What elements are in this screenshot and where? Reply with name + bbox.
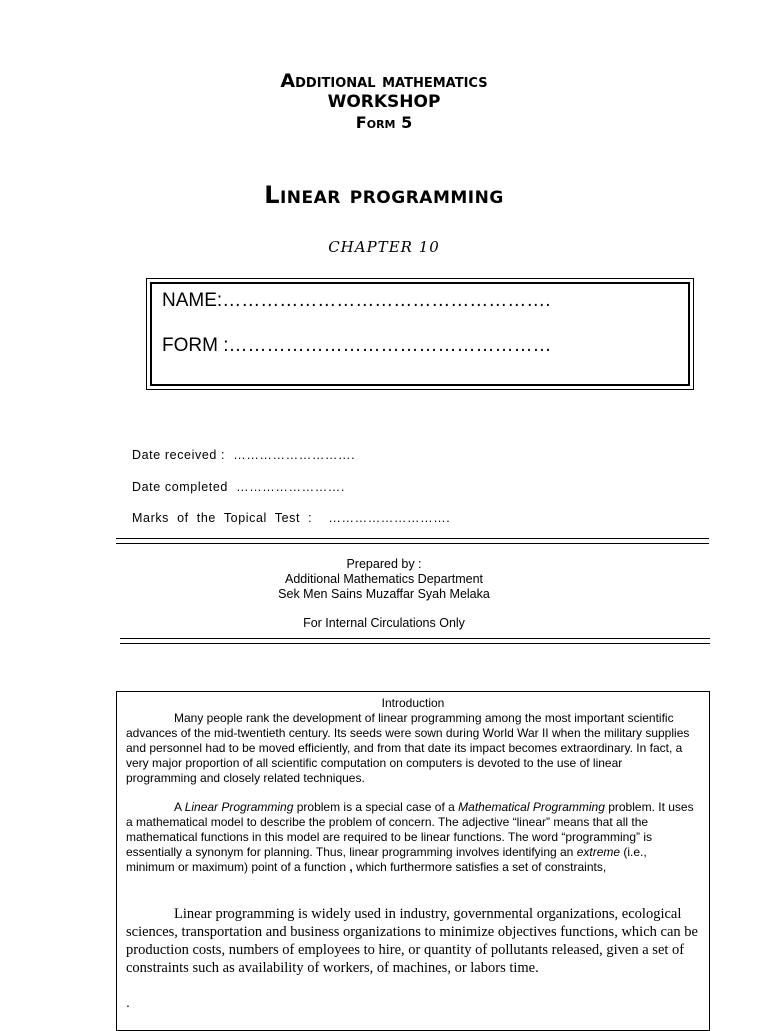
introduction-heading: Introduction <box>381 696 445 710</box>
document-title: Linear programming <box>264 181 504 209</box>
date-completed-label: Date completed <box>132 480 228 494</box>
date-completed-field <box>132 480 345 494</box>
intro-paragraph-1-text: Many people rank the development of linear programming among the most important scientific advances of the mid-twentieth century. Its seeds were sown during World War II when the military supplies and personnel had to be moved efficiently, and from that date its impact becomes extraordinary. In fact, a very major proportion of all scientific computation on computers is devoted to the use of linear programming and closely related techniques. <box>126 711 690 785</box>
name-label: NAME: <box>162 290 223 311</box>
p2-text-e: which furthermore satisfies a set of constraints, <box>352 860 607 874</box>
prepared-by-label: Prepared by : <box>346 557 422 571</box>
p2-text-c: problem. It uses a mathematical model to describe the problem of concern. The adjective “linear” means that all the mathematical functions in this model are required to be linear functions. The word “programming” is essentially a synonym for planning. Thus, linear programming involves identifying an <box>126 800 694 859</box>
introduction-box <box>116 691 710 1031</box>
p2-text-a: A <box>174 800 185 814</box>
heading-additional-mathematics: Additional mathematics <box>280 70 488 92</box>
p2-mathematical-programming: Mathematical Programming <box>458 800 605 814</box>
name-dots: ……………………………………………. <box>222 290 551 311</box>
date-received-label: Date received : <box>132 448 226 462</box>
date-received-dots: ………………………. <box>233 448 356 462</box>
trailing-period: . <box>126 994 130 1010</box>
intro-paragraph-1 <box>126 711 696 786</box>
divider-bottom-1 <box>120 638 710 639</box>
form-label: FORM : <box>162 335 229 356</box>
name-form-box <box>146 278 694 390</box>
prepared-school: Sek Men Sains Muzaffar Syah Melaka <box>278 587 490 601</box>
p2-extreme: extreme <box>576 845 621 859</box>
divider-top-2 <box>116 543 709 544</box>
marks-dots: ………………………. <box>328 511 451 525</box>
name-line <box>162 290 550 312</box>
divider-top-1 <box>116 538 709 539</box>
p2-comma: , <box>349 860 353 874</box>
marks-field <box>132 511 450 525</box>
form-line <box>162 335 552 357</box>
divider-bottom-2 <box>120 643 710 644</box>
date-completed-dots: ……………………. <box>236 480 345 494</box>
heading-workshop: WORKSHOP <box>327 92 441 112</box>
form-dots: …………………………………………… <box>228 335 552 356</box>
internal-circulation-note: For Internal Circulations Only <box>303 616 465 630</box>
intro-paragraph-3 <box>126 905 702 977</box>
p2-linear-programming: Linear Programming <box>184 800 294 814</box>
prepared-department: Additional Mathematics Department <box>284 572 483 586</box>
heading-form: Form 5 <box>355 113 413 132</box>
intro-paragraph-2 <box>126 800 696 875</box>
name-form-box-inner <box>150 282 690 386</box>
p2-text-d: (i.e., minimum or maximum) point of a function <box>126 845 647 874</box>
marks-label: Marks of the Topical Test : <box>132 511 313 525</box>
p2-text-b: problem is a special case of a <box>293 800 459 814</box>
date-received-field <box>132 448 355 462</box>
intro-paragraph-3-text: Linear programming is widely used in industry, governmental organizations, ecological sciences, transportation and business organizations to minimize objectives functions, which can be production costs, numbers of employees to hire, or quantity of pollutants released, given a set of constraints such as availability of workers, of machines, or labors time. <box>126 906 698 976</box>
chapter-label: CHAPTER 10 <box>328 238 440 256</box>
